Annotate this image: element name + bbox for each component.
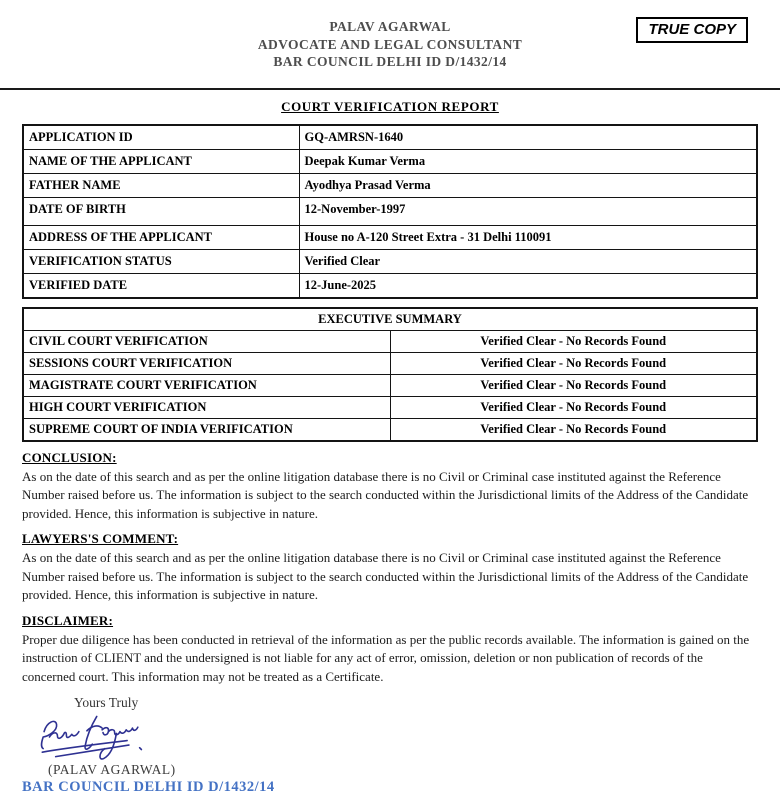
horizontal-divider xyxy=(0,88,780,90)
advocate-bar-council-id: BAR COUNCIL DELHI ID D/1432/14 xyxy=(273,54,507,69)
advocate-designation: ADVOCATE AND LEGAL CONSULTANT xyxy=(257,36,523,52)
court-verification-label: CIVIL COURT VERIFICATION xyxy=(23,330,390,352)
court-verification-row xyxy=(23,396,757,418)
court-verification-result: Verified Clear - No Records Found xyxy=(390,396,757,418)
field-value: Ayodhya Prasad Verma xyxy=(299,173,757,197)
field-value: Deepak Kumar Verma xyxy=(299,149,757,173)
report-title: COURT VERIFICATION REPORT xyxy=(281,98,499,114)
court-verification-label: SESSIONS COURT VERIFICATION xyxy=(23,352,390,374)
field-label: ADDRESS OF THE APPLICANT xyxy=(23,225,299,249)
field-value: Verified Clear xyxy=(299,249,757,273)
court-verification-label: MAGISTRATE COURT VERIFICATION xyxy=(23,374,390,396)
applicant-detail-row xyxy=(23,125,757,150)
court-verification-label: HIGH COURT VERIFICATION xyxy=(23,396,390,418)
field-label: VERIFIED DATE xyxy=(23,273,299,298)
applicant-detail-row xyxy=(23,273,757,298)
applicant-detail-row xyxy=(23,249,757,273)
true-copy-stamp: TRUE COPY xyxy=(636,17,748,43)
section-heading: DISCLAIMER: xyxy=(22,612,114,628)
applicant-details-table xyxy=(22,124,758,299)
applicant-detail-row xyxy=(23,173,757,197)
bar-council-id-footer: BAR COUNCIL DELHI ID D/1432/14 xyxy=(22,779,275,795)
report-section xyxy=(22,531,758,605)
court-verification-label: SUPREME COURT OF INDIA VERIFICATION xyxy=(23,418,390,441)
report-section xyxy=(22,613,758,687)
section-body-text: As on the date of this search and as per the online litigation database there is no Civil or Criminal case instituted against the Reference Number raised before us. The information is subject to the search conducted within the Jurisdictional limits of the Address of the Candidate provided. Hence, this information is subjective in nature. xyxy=(22,468,749,521)
report-text-sections xyxy=(22,450,758,687)
field-value: House no A-120 Street Extra - 31 Delhi 110091 xyxy=(299,225,757,249)
report-section xyxy=(22,450,758,524)
court-verification-result: Verified Clear - No Records Found xyxy=(390,374,757,396)
court-verification-row xyxy=(23,418,757,441)
signatory-name: (PALAV AGARWAL) xyxy=(48,762,176,777)
applicant-detail-row xyxy=(23,225,757,249)
field-value: GQ-AMRSN-1640 xyxy=(299,125,757,150)
court-verification-result: Verified Clear - No Records Found xyxy=(390,330,757,352)
section-heading: CONCLUSION: xyxy=(22,449,117,465)
applicant-details-body xyxy=(23,125,757,298)
executive-summary-body xyxy=(23,330,757,441)
closing-salutation: Yours Truly xyxy=(74,695,139,710)
executive-summary-table xyxy=(22,307,758,442)
applicant-detail-row xyxy=(23,149,757,173)
field-label: VERIFICATION STATUS xyxy=(23,249,299,273)
advocate-name: PALAV AGARWAL xyxy=(329,19,451,34)
field-value: 12-November-1997 xyxy=(299,197,757,225)
court-verification-row xyxy=(23,352,757,374)
court-verification-result: Verified Clear - No Records Found xyxy=(390,418,757,441)
court-verification-row xyxy=(23,330,757,352)
applicant-detail-row xyxy=(23,197,757,225)
executive-summary-title: EXECUTIVE SUMMARY xyxy=(23,308,757,331)
signature-ink-strokes xyxy=(34,712,172,762)
handwritten-signature xyxy=(34,712,758,762)
section-body-text: Proper due diligence has been conducted in retrieval of the information as per the public records available. The information is gained on the instruction of CLIENT and the undersigned is not liable for any act of error, omission, deletion or non publication of records of the concerned court. This information may not be treated as a Certificate. xyxy=(22,631,750,684)
field-label: APPLICATION ID xyxy=(23,125,299,150)
field-label: DATE OF BIRTH xyxy=(23,197,299,225)
court-verification-result: Verified Clear - No Records Found xyxy=(390,352,757,374)
section-heading: LAWYERS'S COMMENT: xyxy=(22,531,179,546)
court-verification-row xyxy=(23,374,757,396)
field-value: 12-June-2025 xyxy=(299,273,757,298)
section-body-text: As on the date of this search and as per the online litigation database there is no Civil or Criminal case instituted against the Reference Number raised before us. The information is subject to the search conducted within the Jurisdictional limits of the Address of the Candidate provided. Hence, this information is subjective in nature. xyxy=(22,550,749,602)
field-label: NAME OF THE APPLICANT xyxy=(23,149,299,173)
field-label: FATHER NAME xyxy=(23,173,299,197)
executive-summary-header-row xyxy=(23,308,757,331)
